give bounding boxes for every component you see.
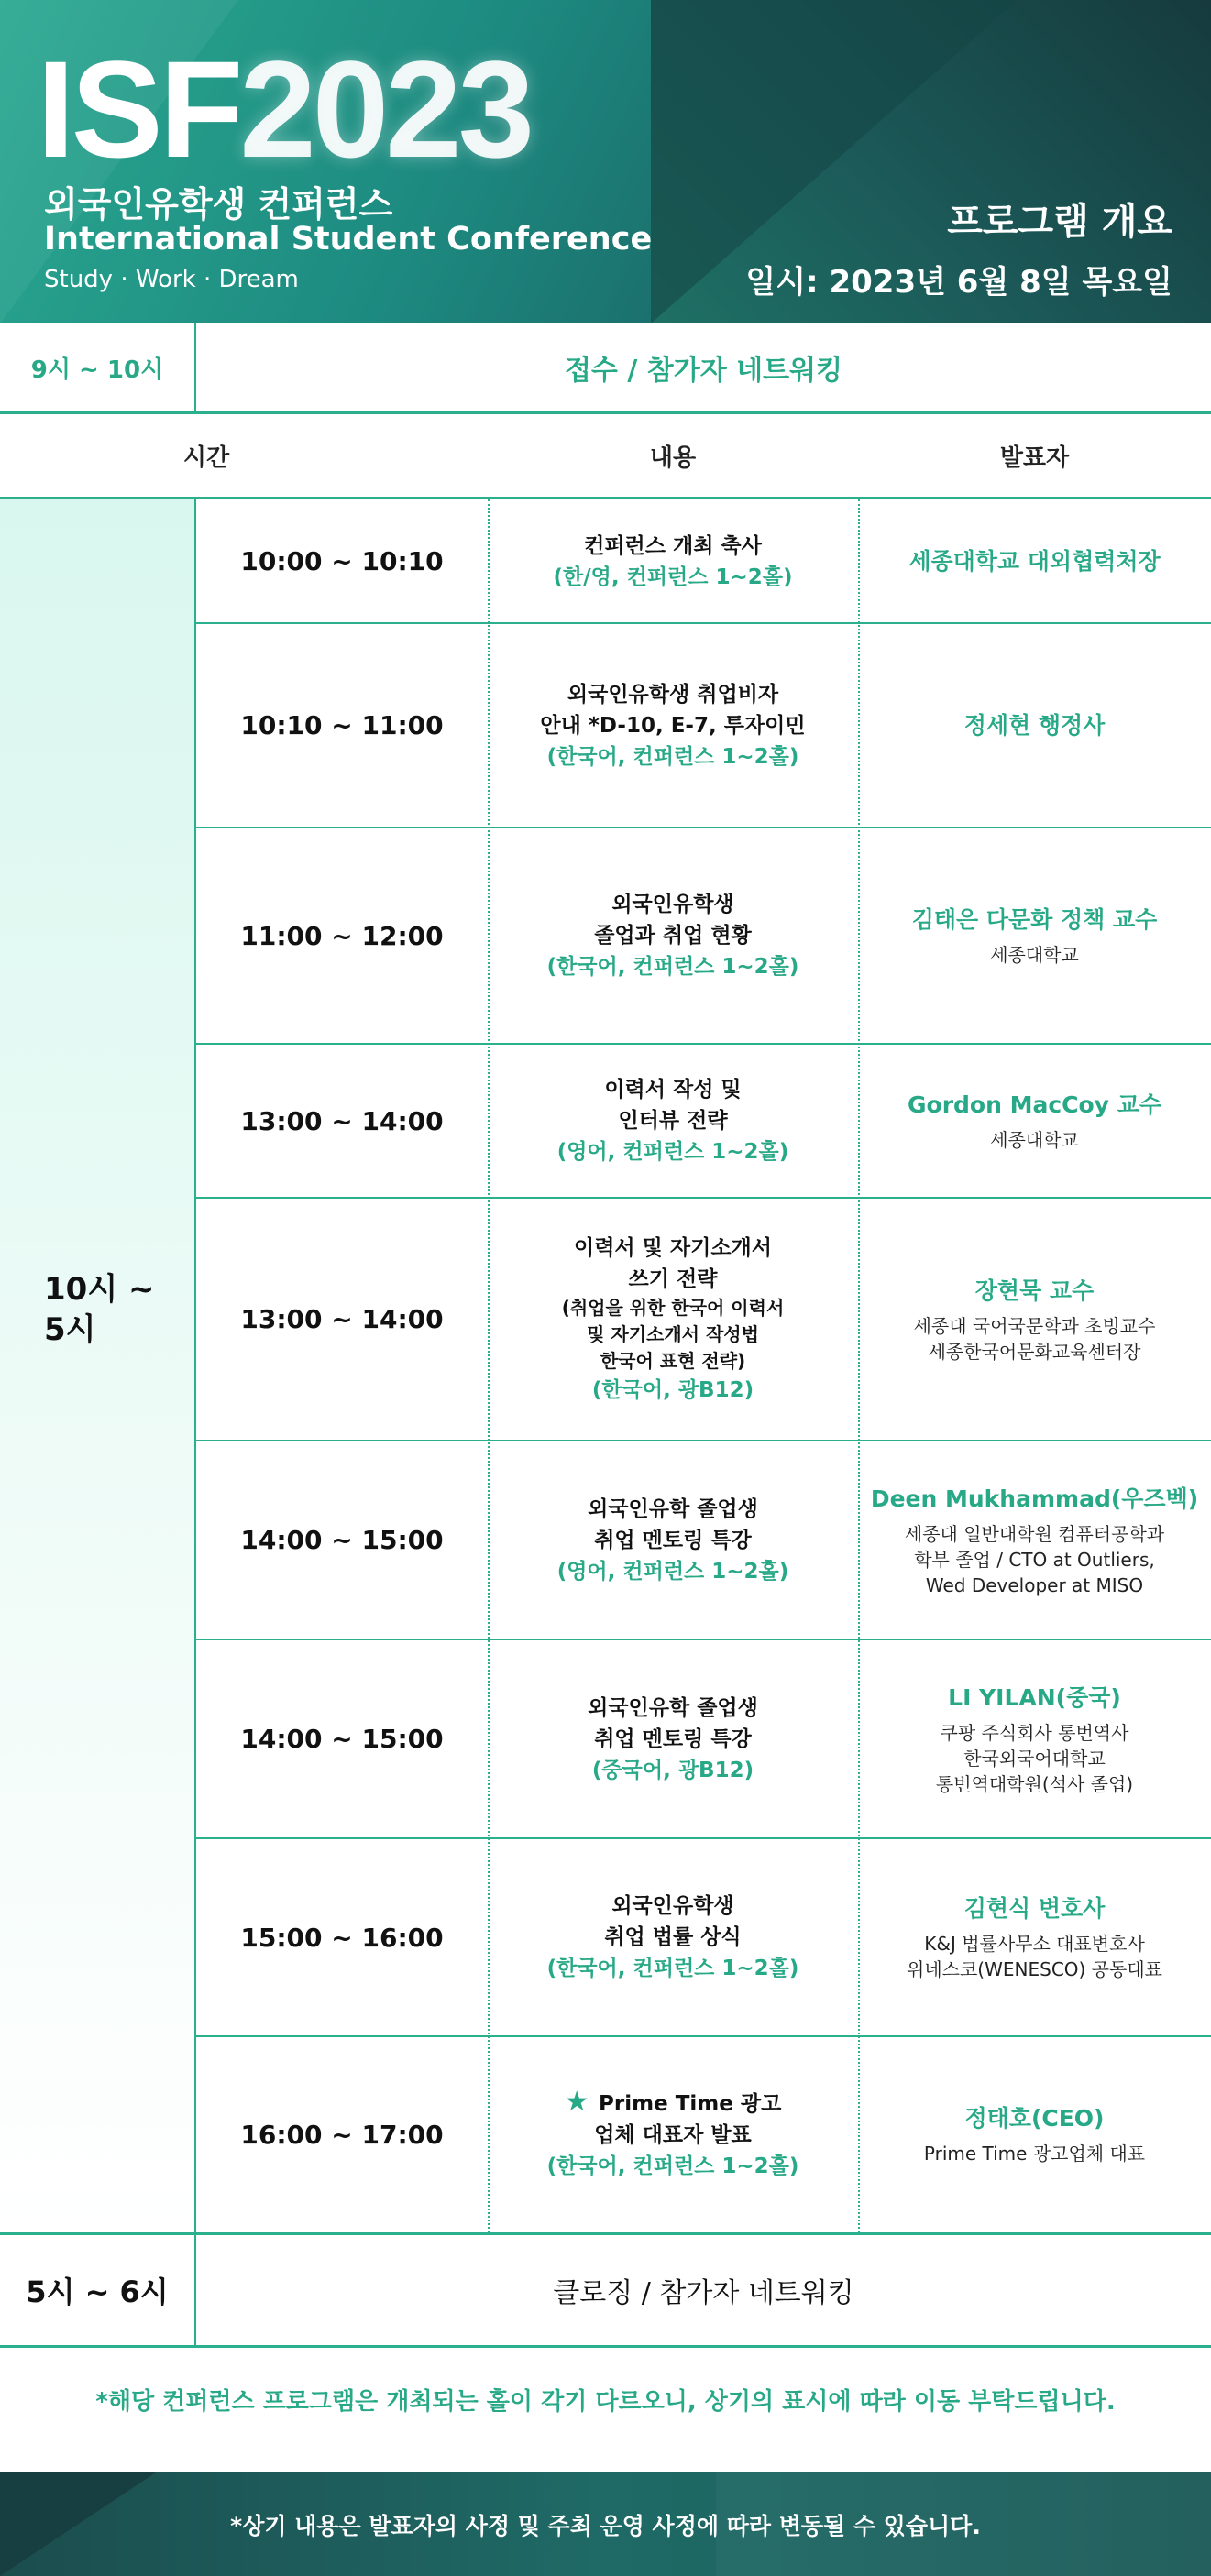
row-divider — [196, 1837, 1211, 1839]
session-content — [488, 499, 858, 623]
session-venue: (중국어, 광B12) — [591, 1758, 754, 1782]
session-title-line: 취업 멘토링 특강 — [594, 1726, 752, 1751]
program-date: 일시: 2023년 6월 8일 목요일 — [745, 264, 1172, 301]
session-time: 13:00 ~ 14:00 — [240, 1105, 444, 1136]
header-time: 시간 — [182, 444, 230, 472]
row-divider — [196, 622, 1211, 624]
speaker-name: 정세현 행정사 — [963, 711, 1106, 739]
session-title-line: 컨퍼런스 개최 축사 — [584, 533, 762, 558]
speaker-name: Deen Mukhammad(우즈벡) — [870, 1485, 1199, 1512]
speaker-name: 장현묵 교수 — [974, 1277, 1095, 1304]
header-content: 내용 — [649, 444, 697, 472]
row-divider — [196, 2035, 1211, 2037]
isf-logo — [37, 13, 532, 186]
session-row — [196, 1639, 1211, 1838]
conference-title-ko: 외국인유학생 컨퍼런스 — [44, 184, 393, 225]
session-title-line: 외국인유학생 — [611, 1894, 734, 1918]
header-banner — [0, 0, 1211, 323]
affiliation-line: 학부 졸업 / CTO at Outliers, — [914, 1548, 1155, 1571]
logo-isf-text: ISF — [37, 32, 240, 186]
star-icon: ★ — [564, 2086, 600, 2118]
session-row — [196, 828, 1211, 1044]
row-divider — [196, 1440, 1211, 1441]
session-venue: (한/영, 컨퍼런스 1~2홀) — [553, 565, 793, 589]
closing-time: 5시 ~ 6시 — [26, 2275, 169, 2309]
speaker-affiliation — [907, 1931, 1162, 1982]
session-title-line: 인터뷰 전략 — [618, 1109, 728, 1133]
affiliation-line: 세종대 국어국문학과 초빙교수 — [913, 1314, 1156, 1337]
registration-time: 9시 ~ 10시 — [30, 356, 164, 384]
affiliation-line: 쿠팡 주식회사 통번역사 — [940, 1721, 1129, 1744]
session-row — [196, 1441, 1211, 1639]
row-divider — [196, 1197, 1211, 1199]
session-speaker — [858, 2036, 1211, 2232]
affiliation-line: 세종대학교 — [990, 944, 1079, 966]
session-title-line: 안내 *D-10, E-7, 투자이민 — [540, 713, 806, 738]
affiliation-line: 세종대학교 — [990, 1129, 1079, 1151]
session-content — [488, 2036, 858, 2232]
session-speaker — [858, 828, 1211, 1044]
speaker-affiliation — [914, 1313, 1156, 1365]
session-title-line: 외국인유학 졸업생 — [588, 1496, 758, 1521]
session-content — [488, 1441, 858, 1639]
affiliation-line: 세종한국어문화교육센터장 — [928, 1340, 1141, 1363]
session-time: 16:00 ~ 17:00 — [240, 2119, 444, 2150]
session-content — [488, 1639, 858, 1838]
conference-tagline: Study · Work · Dream — [44, 266, 299, 293]
session-detail-line: 및 자기소개서 작성법 — [587, 1323, 759, 1345]
session-speaker — [858, 1441, 1211, 1639]
registration-label: 접수 / 참가자 네트워킹 — [564, 355, 843, 387]
session-title-line: 외국인유학 졸업생 — [588, 1695, 758, 1720]
session-speaker — [858, 1044, 1211, 1198]
session-time: 14:00 ~ 15:00 — [240, 1724, 444, 1754]
session-title-line: 이력서 작성 및 — [604, 1078, 742, 1102]
affiliation-line: Wed Developer at MISO — [925, 1573, 1144, 1596]
session-speaker — [858, 1838, 1211, 2036]
session-time: 13:00 ~ 14:00 — [240, 1304, 444, 1334]
session-content — [488, 1838, 858, 2036]
affiliation-line: Prime Time 광고업체 대표 — [923, 2143, 1146, 2165]
speaker-name: 세종대학교 대외협력처장 — [908, 547, 1161, 575]
affiliation-line: K&J 법률사무소 대표변호사 — [924, 1933, 1145, 1955]
logo-year-text: 2023 — [239, 32, 532, 186]
session-venue: (영어, 컨퍼런스 1~2홀) — [556, 1140, 789, 1164]
session-title-line: 외국인유학생 — [611, 893, 734, 916]
session-title-line: 이력서 및 자기소개서 — [574, 1236, 772, 1260]
session-venue: (영어, 컨퍼런스 1~2홀) — [556, 1559, 789, 1584]
session-content — [488, 1044, 858, 1198]
session-row — [196, 1838, 1211, 2036]
session-title-line: 졸업과 취업 현황 — [594, 924, 752, 948]
row-divider — [196, 827, 1211, 828]
row-divider — [196, 1639, 1211, 1640]
column-divider — [488, 499, 490, 2232]
session-content — [488, 1198, 858, 1441]
conference-title-en: International Student Conference — [44, 221, 653, 258]
session-title-line: ★ Prime Time 광고 — [564, 2086, 782, 2118]
speaker-name: Gordon MacCoy 교수 — [908, 1091, 1161, 1118]
session-venue: (한국어, 컨퍼런스 1~2홀) — [546, 744, 799, 769]
affiliation-line: 위네스코(WENESCO) 공동대표 — [907, 1958, 1162, 1980]
footer-banner — [0, 2472, 1211, 2576]
affiliation-line: 한국외국어대학교 — [963, 1747, 1106, 1770]
session-time: 14:00 ~ 15:00 — [240, 1525, 444, 1555]
footer-disclaimer: *상기 내용은 발표자의 사정 및 주최 운영 사정에 따라 변동될 수 있습니다. — [230, 2512, 981, 2539]
session-title-line: 업체 대표자 발표 — [594, 2123, 752, 2147]
session-content — [488, 828, 858, 1044]
speaker-name: LI YILAN(중국) — [948, 1683, 1121, 1711]
session-row — [196, 2036, 1211, 2232]
column-divider — [858, 499, 860, 2232]
closing-label: 클로징 / 참가자 네트워킹 — [553, 2277, 854, 2309]
session-row — [196, 499, 1211, 623]
session-title-line: 취업 법률 상식 — [604, 1925, 742, 1949]
speaker-affiliation — [990, 1127, 1079, 1153]
session-time: 11:00 ~ 12:00 — [240, 920, 444, 951]
program-title: 프로그램 개요 — [947, 201, 1172, 243]
session-title-line: 외국인유학생 취업비자 — [567, 682, 779, 707]
session-detail-line: (취업을 위한 한국어 이력서 — [561, 1297, 785, 1319]
session-venue: (한국어, 컨퍼런스 1~2홀) — [546, 955, 799, 979]
session-venue: (한국어, 컨퍼런스 1~2홀) — [546, 1957, 799, 1980]
row-divider — [196, 1043, 1211, 1045]
speaker-affiliation — [924, 2141, 1145, 2166]
session-speaker — [858, 1198, 1211, 1441]
speaker-name: 김현식 변호사 — [963, 1895, 1106, 1922]
affiliation-line: 세종대 일반대학원 컴퓨터공학과 — [904, 1522, 1165, 1545]
speaker-name: 정태호(CEO) — [964, 2105, 1105, 2132]
speaker-affiliation — [990, 942, 1079, 968]
main-block-side — [0, 499, 194, 2232]
speaker-name: 김태은 다문화 정책 교수 — [911, 906, 1158, 933]
session-row — [196, 1198, 1211, 1441]
session-venue: (한국어, 컨퍼런스 1~2홀) — [546, 2154, 799, 2178]
session-title-line: 쓰기 전략 — [628, 1267, 718, 1291]
session-row — [196, 1044, 1211, 1198]
session-time: 15:00 ~ 16:00 — [240, 1922, 444, 1953]
session-row — [196, 623, 1211, 828]
session-speaker — [858, 1639, 1211, 1838]
session-speaker — [858, 499, 1211, 623]
session-time: 10:10 ~ 11:00 — [240, 710, 444, 740]
header-speaker: 발표자 — [999, 444, 1070, 472]
session-speaker — [858, 623, 1211, 828]
speaker-affiliation — [936, 1720, 1133, 1797]
divider — [0, 2345, 1211, 2348]
session-time: 10:00 ~ 10:10 — [240, 546, 444, 576]
venue-note: *해당 컨퍼런스 프로그램은 개최되는 홀이 각기 다르오니, 상기의 표시에 따라 이동 부탁드립니다. — [95, 2388, 1116, 2416]
main-block-label: 10시 ~ 5시 — [44, 1271, 155, 1348]
session-venue: (한국어, 광B12) — [591, 1378, 754, 1402]
speaker-affiliation — [905, 1521, 1164, 1598]
affiliation-line: 통번역대학원(석사 졸업) — [935, 1772, 1134, 1795]
session-content — [488, 623, 858, 828]
session-detail-line: 한국어 표현 전략) — [600, 1350, 746, 1372]
session-title-line: 취업 멘토링 특강 — [594, 1528, 752, 1552]
